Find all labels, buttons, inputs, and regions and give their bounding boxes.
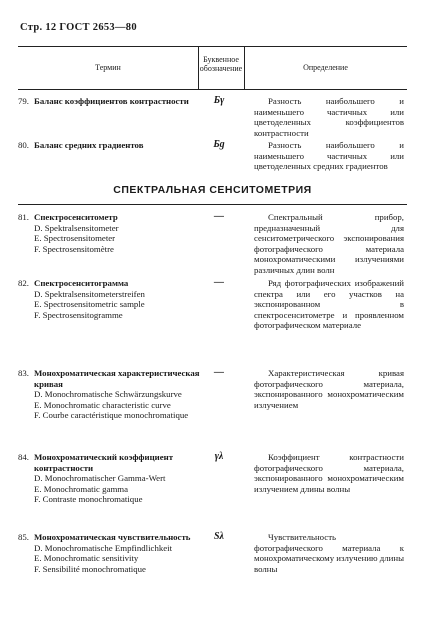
divider — [18, 204, 407, 205]
term-symbol: — — [214, 211, 224, 222]
term-definition: Чувствительность фотографического материала к монохроматическому излучению длины волны — [254, 532, 404, 574]
term-name: Спектросенситограмма — [34, 278, 129, 288]
term-definition: Разность наибольшего и наименьшего частичных или цветоделенных средних градиентов — [254, 140, 404, 172]
term-name: Монохроматическая чувствительность — [34, 532, 191, 542]
term-name: Баланс коэффициентов контрастности — [34, 96, 189, 106]
term-name: Спектросенситометр — [34, 212, 118, 222]
term-definition: Коэффициент контрастности фотографического материала, экспонированного монохроматическим излучением длины волны — [254, 452, 404, 494]
term-symbol: γλ — [214, 451, 224, 462]
glossary-table: Термин Буквенное обозначение Определение 79. Баланс коэффициентов контрастности Бγ Разность наибольшего и наименьшего частичных или цветоделенных коэффициентов контрастности 80. Баланс средних градиентов Бg Разность наибольшего и наименьшего частичных или цветоделенных средних градиентов СПЕКТРАЛЬНАЯ СЕНСИТОМЕТРИЯ 81. Спектросенситометр D. Spektralsensitometer E. Spectrosensitometer F. Spectrosensitomètre — Спектральный прибор, предназначенный для сенситометрического экспонирования фотографического материала монохроматическими излучениями различных длин волн 82. Спектросенситограмма D. Spektralsensitometerstreifen E. Spectrosensitometric sample F. Spectrosensitogramme — Ряд фотографических изображений спектра или его участков на экспонированном в спектросенситометре и проявленном фотографическом материале 83. Монохроматическая характеристическая кривая D. Monochromatische Schwärzungskurve E. Monochromatic characteristic curve F. Courbe caractéristique monochromatique — Характеристическая кривая фотографического материала, экспонированного монохроматическим излучением 84. Монохроматический коэффициент контрастности D. Monochromatischer Gamma-Wert E. Monochromatic gamma F. Contraste monochromatique γλ Коэффициент контрастности фотографического материала, экспонированного монохроматическим излучением длины волны 85. Монохроматическая чувствительность D. Monochromatische Empfindlichkeit E. Monochromatic sensitivity F. Sensibilité monochromatique Sλ Чувствительность фотографического материала к монохроматическому излучению длины волны — [18, 46, 407, 90]
col-definition: Определение — [303, 63, 348, 72]
term-symbol: — — [214, 367, 224, 378]
term-name: Монохроматический коэффициент контрастности — [34, 452, 174, 473]
col-symbol: Буквенное обозначение — [199, 55, 243, 73]
term-definition: Спектральный прибор, предназначенный для сенситометрического экспонирования фотографического материала монохроматическими излучениями различных длин волн — [254, 212, 404, 275]
term-symbol: Sλ — [214, 531, 224, 542]
page-header: Стр. 12 ГОСТ 2653—80 — [20, 22, 137, 33]
term-definition: Разность наибольшего и наименьшего частичных или цветоделенных коэффициентов контрастности — [254, 96, 404, 138]
term-definition: Ряд фотографических изображений спектра или его участков на экспонированном в спектросенситометре и проявленном фотографическом материале — [254, 278, 404, 331]
term-name: Монохроматическая характеристическая кривая — [34, 368, 200, 389]
term-symbol: Бγ — [213, 95, 225, 106]
term-name: Баланс средних градиентов — [34, 140, 144, 150]
column-header-row — [18, 46, 407, 90]
term-definition: Характеристическая кривая фотографического материала, экспонированного монохроматическим излучением — [254, 368, 404, 410]
col-term: Термин — [95, 63, 121, 72]
term-symbol: Бg — [213, 139, 225, 150]
section-title: СПЕКТРАЛЬНАЯ СЕНСИТОМЕТРИЯ — [113, 184, 312, 196]
term-symbol: — — [214, 277, 224, 288]
